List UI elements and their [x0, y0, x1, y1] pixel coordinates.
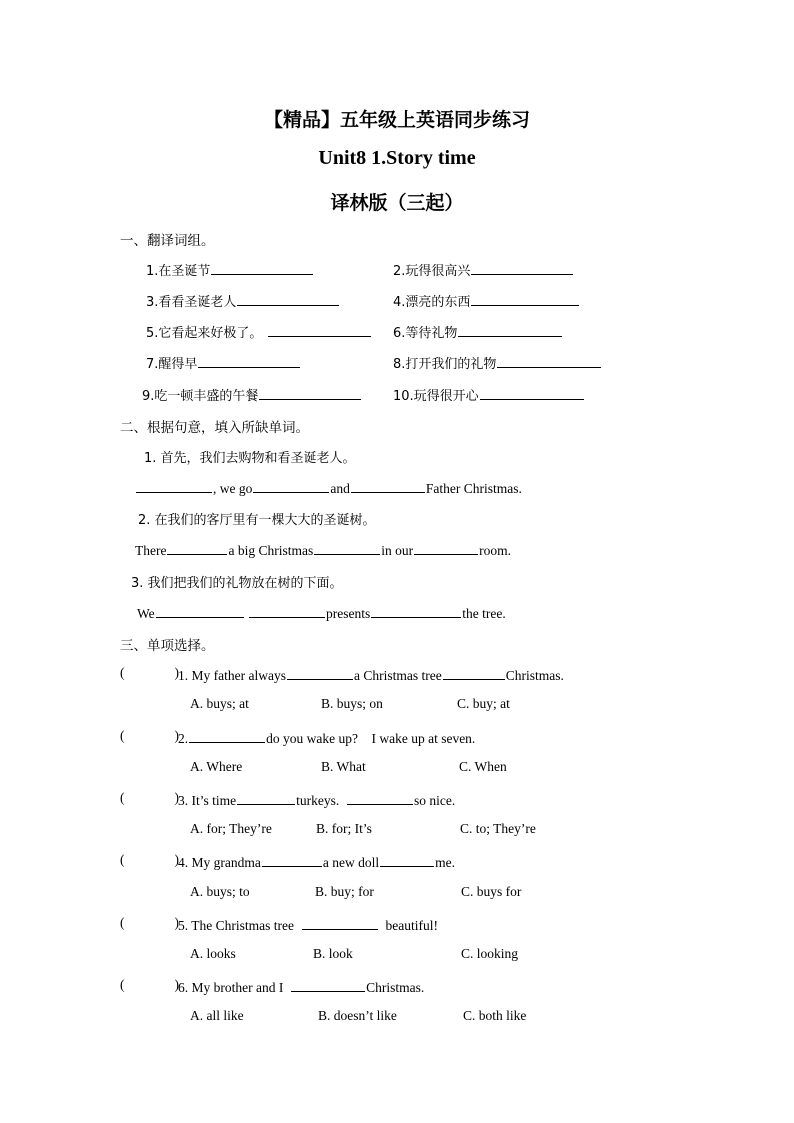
mc-question-2: 2. do you wake up? I wake up at seven.: [178, 728, 475, 747]
option-c[interactable]: C. buys for: [461, 884, 522, 899]
answer-blank[interactable]: [249, 603, 325, 618]
answer-blank[interactable]: [167, 540, 227, 555]
answer-blank[interactable]: [268, 322, 371, 337]
section2-heading: 二、根据句意，填入所缺单词。: [120, 420, 309, 436]
mc-question-5: 5. The Christmas tree beautiful!: [178, 915, 438, 934]
option-b[interactable]: B. What: [321, 759, 366, 774]
answer-blank[interactable]: [414, 540, 478, 555]
answer-paren[interactable]: ( ): [120, 852, 179, 867]
option-a[interactable]: A. looks: [190, 946, 236, 961]
answer-blank[interactable]: [480, 385, 584, 400]
option-a[interactable]: A. buys; at: [190, 696, 249, 711]
answer-blank[interactable]: [371, 603, 461, 618]
option-b[interactable]: B. buy; for: [315, 884, 374, 899]
answer-blank[interactable]: [198, 353, 300, 368]
answer-blank[interactable]: [314, 540, 380, 555]
answer-blank[interactable]: [259, 385, 361, 400]
answer-paren[interactable]: ( ): [120, 665, 179, 680]
option-a[interactable]: A. buys; to: [190, 884, 250, 899]
answer-blank[interactable]: [253, 478, 329, 493]
answer-paren[interactable]: ( ): [120, 977, 179, 992]
s1-item-6: 6.等待礼物: [393, 322, 563, 341]
answer-blank[interactable]: [471, 291, 579, 306]
s1-item-7: 7.醒得早: [146, 353, 301, 372]
answer-paren[interactable]: ( ): [120, 790, 179, 805]
answer-blank[interactable]: [443, 665, 505, 680]
answer-blank[interactable]: [351, 478, 425, 493]
s2-q1-chinese: 1. 首先，我们去购物和看圣诞老人。: [144, 451, 356, 466]
mc-question-3: 3. It’s time turkeys. so nice.: [178, 790, 455, 809]
edition-title: 译林版（三起）: [330, 192, 464, 214]
option-b[interactable]: B. look: [313, 946, 353, 961]
s2-q2-english: There a big Christmas in our room.: [135, 540, 511, 559]
answer-blank[interactable]: [347, 790, 413, 805]
mc-question-1: 1. My father always a Christmas tree Christmas.: [178, 665, 564, 684]
answer-blank[interactable]: [291, 977, 365, 992]
option-c[interactable]: C. to; They’re: [460, 821, 536, 836]
page-title: 【精品】五年级上英语同步练习: [263, 109, 530, 131]
option-c[interactable]: C. both like: [463, 1008, 527, 1023]
s2-q2-chinese: 2. 在我们的客厅里有一棵大大的圣诞树。: [138, 513, 376, 528]
option-c[interactable]: C. looking: [461, 946, 519, 961]
option-a[interactable]: A. for; They’re: [190, 821, 272, 836]
s2-q1-english: , we go and Father Christmas.: [135, 478, 522, 497]
answer-blank[interactable]: [189, 728, 265, 743]
mc-question-6: 6. My brother and I Christmas.: [178, 977, 424, 996]
section3-heading: 三、单项选择。: [120, 638, 215, 654]
s1-item-1: 1.在圣诞节: [146, 260, 314, 279]
s1-item-9: 9.吃一顿丰盛的午餐: [142, 385, 362, 404]
answer-blank[interactable]: [380, 852, 434, 867]
s2-q3-english: We presents the tree.: [137, 603, 506, 622]
option-b[interactable]: B. doesn’t like: [318, 1008, 397, 1023]
answer-blank[interactable]: [136, 478, 212, 493]
answer-blank[interactable]: [262, 852, 322, 867]
s1-item-4: 4.漂亮的东西: [393, 291, 580, 310]
option-b[interactable]: B. for; It’s: [316, 821, 372, 836]
answer-blank[interactable]: [471, 260, 573, 275]
option-a[interactable]: A. all like: [190, 1008, 244, 1023]
answer-blank[interactable]: [287, 665, 353, 680]
answer-blank[interactable]: [458, 322, 562, 337]
answer-paren[interactable]: ( ): [120, 915, 179, 930]
unit-title: Unit8 1.Story time: [318, 147, 476, 169]
answer-blank[interactable]: [497, 353, 601, 368]
s1-item-3: 3.看看圣诞老人: [146, 291, 340, 310]
answer-blank[interactable]: [237, 790, 295, 805]
section1-heading: 一、翻译词组。: [120, 233, 215, 249]
answer-blank[interactable]: [237, 291, 339, 306]
option-a[interactable]: A. Where: [190, 759, 243, 774]
answer-blank[interactable]: [211, 260, 313, 275]
s1-item-2: 2.玩得很高兴: [393, 260, 574, 279]
option-c[interactable]: C. buy; at: [457, 696, 510, 711]
option-c[interactable]: C. When: [459, 759, 507, 774]
s1-item-8: 8.打开我们的礼物: [393, 353, 602, 372]
mc-question-4: 4. My grandma a new doll me.: [178, 852, 455, 871]
s1-item-5: 5.它看起来好极了。: [146, 322, 372, 341]
option-b[interactable]: B. buys; on: [321, 696, 383, 711]
answer-blank[interactable]: [302, 915, 378, 930]
answer-paren[interactable]: ( ): [120, 728, 179, 743]
s1-item-10: 10.玩得很开心: [393, 385, 585, 404]
s2-q3-chinese: 3. 我们把我们的礼物放在树的下面。: [131, 576, 343, 591]
answer-blank[interactable]: [156, 603, 244, 618]
